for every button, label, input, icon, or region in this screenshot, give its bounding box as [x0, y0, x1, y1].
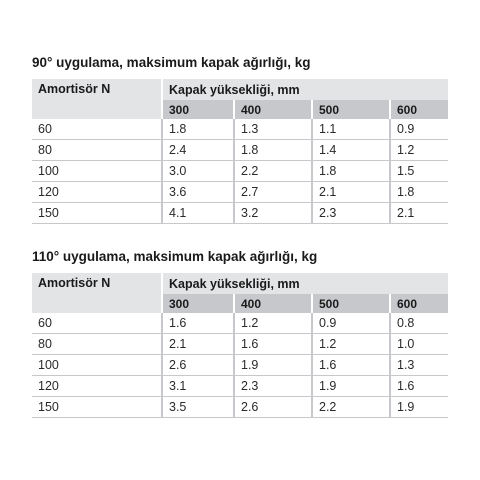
table-cell: 1.8: [234, 140, 312, 161]
row-label: 100: [32, 161, 162, 182]
table-cell: 3.6: [162, 182, 234, 203]
header-row: [32, 79, 448, 100]
table-cell: 3.2: [234, 203, 312, 224]
table-cell: 1.5: [390, 161, 448, 182]
table-row: [32, 355, 448, 376]
table-section-110: [32, 248, 448, 418]
table-cell: 2.6: [234, 397, 312, 418]
table-cell: 1.4: [312, 140, 390, 161]
row-label: 100: [32, 355, 162, 376]
weight-table-90: [32, 79, 448, 224]
table-cell: 2.1: [312, 182, 390, 203]
column-header: 600: [390, 100, 448, 119]
table-row: [32, 182, 448, 203]
table-cell: 0.8: [390, 313, 448, 334]
table-row: [32, 397, 448, 418]
table-row: [32, 313, 448, 334]
column-header: 300: [162, 294, 234, 313]
table-title: 110° uygulama, maksimum kapak ağırlığı, kg: [32, 249, 318, 264]
row-label: 60: [32, 119, 162, 140]
table-cell: 2.3: [312, 203, 390, 224]
table-cell: 1.9: [234, 355, 312, 376]
row-label: 80: [32, 334, 162, 355]
row-label: 150: [32, 203, 162, 224]
table-cell: 1.2: [312, 334, 390, 355]
table-cell: 1.8: [390, 182, 448, 203]
column-group-header: Kapak yüksekliği, mm: [162, 79, 448, 100]
table-cell: 3.5: [162, 397, 234, 418]
row-header-cell: Amortisör N: [32, 79, 162, 119]
table-cell: 1.6: [312, 355, 390, 376]
table-cell: 1.1: [312, 119, 390, 140]
row-label: 60: [32, 313, 162, 334]
weight-table-110: [32, 273, 448, 418]
table-cell: 1.3: [234, 119, 312, 140]
column-group-header: Kapak yüksekliği, mm: [162, 273, 448, 294]
column-header: 300: [162, 100, 234, 119]
table-cell: 3.0: [162, 161, 234, 182]
table-cell: 0.9: [390, 119, 448, 140]
row-label: 80: [32, 140, 162, 161]
table-cell: 1.0: [390, 334, 448, 355]
table-row: [32, 203, 448, 224]
table-row: [32, 334, 448, 355]
table-cell: 0.9: [312, 313, 390, 334]
table-cell: 4.1: [162, 203, 234, 224]
column-header: 400: [234, 100, 312, 119]
table-row: [32, 161, 448, 182]
column-header: 500: [312, 100, 390, 119]
table-cell: 1.9: [312, 376, 390, 397]
table-title: 90° uygulama, maksimum kapak ağırlığı, kg: [32, 55, 311, 70]
column-header: 500: [312, 294, 390, 313]
table-cell: 1.2: [390, 140, 448, 161]
table-row: [32, 119, 448, 140]
table-cell: 2.2: [312, 397, 390, 418]
table-cell: 1.6: [162, 313, 234, 334]
table-cell: 2.6: [162, 355, 234, 376]
table-cell: 1.9: [390, 397, 448, 418]
row-header-cell: Amortisör N: [32, 273, 162, 313]
table-cell: 2.2: [234, 161, 312, 182]
table-section-90: [32, 54, 448, 224]
table-row: [32, 140, 448, 161]
table-cell: 2.3: [234, 376, 312, 397]
table-cell: 2.1: [390, 203, 448, 224]
row-label: 120: [32, 182, 162, 203]
table-row: [32, 376, 448, 397]
table-cell: 1.3: [390, 355, 448, 376]
table-cell: 2.1: [162, 334, 234, 355]
column-header: 600: [390, 294, 448, 313]
row-label: 120: [32, 376, 162, 397]
table-cell: 2.4: [162, 140, 234, 161]
table-cell: 1.6: [390, 376, 448, 397]
header-row: [32, 273, 448, 294]
column-header: 400: [234, 294, 312, 313]
table-cell: 1.8: [162, 119, 234, 140]
table-cell: 2.7: [234, 182, 312, 203]
row-label: 150: [32, 397, 162, 418]
table-cell: 3.1: [162, 376, 234, 397]
table-cell: 1.2: [234, 313, 312, 334]
table-cell: 1.8: [312, 161, 390, 182]
table-cell: 1.6: [234, 334, 312, 355]
